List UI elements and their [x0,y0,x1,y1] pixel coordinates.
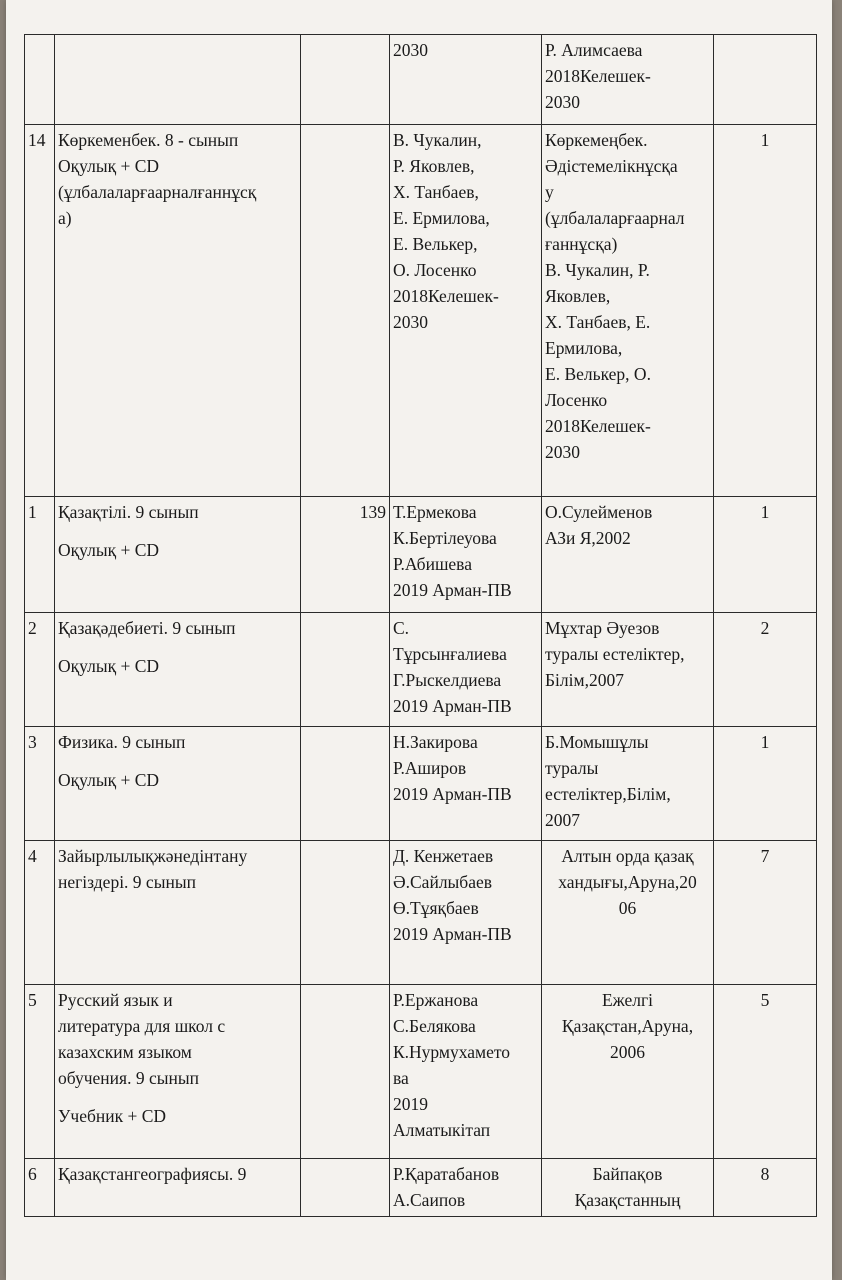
quantity-cell: 1 [714,125,817,497]
authors-cell [390,841,542,985]
literature-line: туралы естеліктер, [545,644,685,664]
title-line: Көркеменбек. 8 - сынып [58,130,239,150]
quantity-cell: 5 [714,985,817,1159]
book-title [55,125,301,497]
literature-cell [542,1159,714,1217]
book-title [55,985,301,1159]
title-line: Зайырлылықжәнедінтану [58,846,248,866]
title-line: Оқулық + CD [58,156,160,176]
title-line: Оқулық + CD [58,656,160,676]
quantity-cell [714,35,817,125]
title-line: негіздері. 9 сынып [58,872,196,892]
author-line: Р. Яковлев, [393,156,475,176]
title-line: Қазақтілі. 9 сынып [58,502,199,522]
row-number [25,35,55,125]
quantity-cell: 8 [714,1159,817,1217]
row-number: 5 [25,985,55,1159]
title-line: Русский язык и [58,990,173,1010]
title-line: казахским языком [58,1042,192,1062]
literature-line: Ермилова, [545,338,623,358]
literature-cell [542,727,714,841]
authors-cell [390,125,542,497]
literature-line: Қазақстан,Аруна, [561,1016,694,1036]
price-cell [301,35,390,125]
title-line: Қазақстангеографиясы. 9 [58,1164,247,1184]
table-row [25,727,817,841]
book-title [55,727,301,841]
author-line: Р.Абишева [393,554,472,574]
authors-cell [390,1159,542,1217]
author-line: С. [393,618,410,638]
table-row [25,497,817,613]
author-line: 2019 Арман-ПВ [393,696,512,716]
quantity-cell: 7 [714,841,817,985]
document-page [6,0,832,1280]
author-line: Р.Аширов [393,758,467,778]
book-title [55,613,301,727]
author-line: Е. Велькер, [393,234,478,254]
literature-line: Б.Момышұлы [545,732,649,752]
author-line: А.Саипов [393,1190,466,1210]
literature-line: 2018Келешек- [545,416,651,436]
title-line: Учебник + CD [58,1106,167,1126]
author-line: 2019 Арман-ПВ [393,924,512,944]
literature-cell [542,841,714,985]
table-row [25,841,817,985]
literature-line: у [545,182,554,202]
author-line: 2019 Арман-ПВ [393,580,512,600]
quantity-cell: 2 [714,613,817,727]
author-line: Алматыкітап [393,1120,491,1140]
literature-cell [542,35,714,125]
quantity-cell: 1 [714,497,817,613]
price-cell: 139 [301,497,390,613]
book-title [55,35,301,125]
book-title [55,497,301,613]
literature-line: 2030 [545,92,580,112]
author-line: Р.Қаратабанов [393,1164,500,1184]
literature-line: Яковлев, [545,286,611,306]
title-line: Оқулық + CD [58,540,160,560]
price-cell [301,125,390,497]
author-line: В. Чукалин, [393,130,482,150]
author-line: С.Белякова [393,1016,476,1036]
literature-cell [542,985,714,1159]
authors-cell [390,613,542,727]
author-line: Г.Рыскелдиева [393,670,502,690]
table-row [25,1159,817,1217]
book-title [55,841,301,985]
title-line: обучения. 9 сынып [58,1068,199,1088]
literature-line: Көркемеңбек. [545,130,648,150]
title-line: Қазақәдебиеті. 9 сынып [58,618,236,638]
price-cell [301,1159,390,1217]
title-line: (ұлбалаларғаарналғаннұсқ [58,182,257,202]
literature-line: АЗи Я,2002 [545,528,631,548]
row-number: 2 [25,613,55,727]
row-number: 3 [25,727,55,841]
literature-line: 06 [618,898,637,918]
author-line: Тұрсынғалиева [393,644,507,664]
title-line: а) [58,208,72,228]
literature-cell [542,125,714,497]
authors-cell [390,497,542,613]
literature-cell [542,497,714,613]
literature-line: Ежелгі [601,990,654,1010]
author-line: 2030 [393,312,428,332]
literature-line: Алтын орда қазақ [561,846,694,866]
author-line: Н.Закирова [393,732,478,752]
literature-line: Р. Алимсаева [545,40,643,60]
price-cell [301,841,390,985]
author-line: Х. Танбаев, [393,182,479,202]
author-line: Т.Ермекова [393,502,477,522]
author-line: Ө.Тұяқбаев [393,898,479,918]
literature-line: 2006 [610,1042,645,1062]
title-line: литература для школ с [58,1016,226,1036]
row-number: 1 [25,497,55,613]
literature-line: Мұхтар Әуезов [545,618,660,638]
author-line: Д. Кенжетаев [393,846,494,866]
literature-line: О.Сулейменов [545,502,653,522]
literature-line: 2030 [545,442,580,462]
author-line: ва [393,1068,409,1088]
literature-line: Х. Танбаев, Е. [545,312,651,332]
literature-line: хандығы,Аруна,20 [558,872,697,892]
literature-line: Білім,2007 [545,670,624,690]
table-row [25,125,817,497]
literature-line: ғаннұсқа) [545,234,618,254]
literature-cell [542,613,714,727]
literature-line: Қазақстанның [574,1190,681,1210]
literature-line: В. Чукалин, Р. [545,260,650,280]
row-number: 14 [25,125,55,497]
author-line: О. Лосенко [393,260,477,280]
authors-cell [390,35,542,125]
literature-line: Е. Велькер, О. [545,364,651,384]
literature-line: (ұлбалаларғаарнал [545,208,685,228]
literature-line: Әдістемелікнұсқа [545,156,678,176]
table-row [25,985,817,1159]
author-line: 2019 Арман-ПВ [393,784,512,804]
author-line: К.Бертілеуова [393,528,497,548]
table-row [25,35,817,125]
book-title [55,1159,301,1217]
author-line: 2019 [393,1094,428,1114]
author-line: Е. Ермилова, [393,208,490,228]
row-number: 4 [25,841,55,985]
authors-cell [390,985,542,1159]
literature-line: 2018Келешек- [545,66,651,86]
author-line: Ә.Сайлыбаев [393,872,493,892]
literature-line: естеліктер,Білім, [545,784,671,804]
row-number: 6 [25,1159,55,1217]
price-cell [301,613,390,727]
literature-line: Лосенко [545,390,608,410]
table-row [25,613,817,727]
title-line: Физика. 9 сынып [58,732,186,752]
author-line: 2018Келешек- [393,286,499,306]
author-line: Р.Ержанова [393,990,479,1010]
author-line: 2030 [393,40,428,60]
price-cell [301,985,390,1159]
title-line: Оқулық + CD [58,770,160,790]
textbook-table [24,34,817,1217]
quantity-cell: 1 [714,727,817,841]
price-cell [301,727,390,841]
literature-line: туралы [545,758,599,778]
literature-line: 2007 [545,810,580,830]
authors-cell [390,727,542,841]
literature-line: Байпақов [592,1164,663,1184]
author-line: К.Нурмухамето [393,1042,511,1062]
